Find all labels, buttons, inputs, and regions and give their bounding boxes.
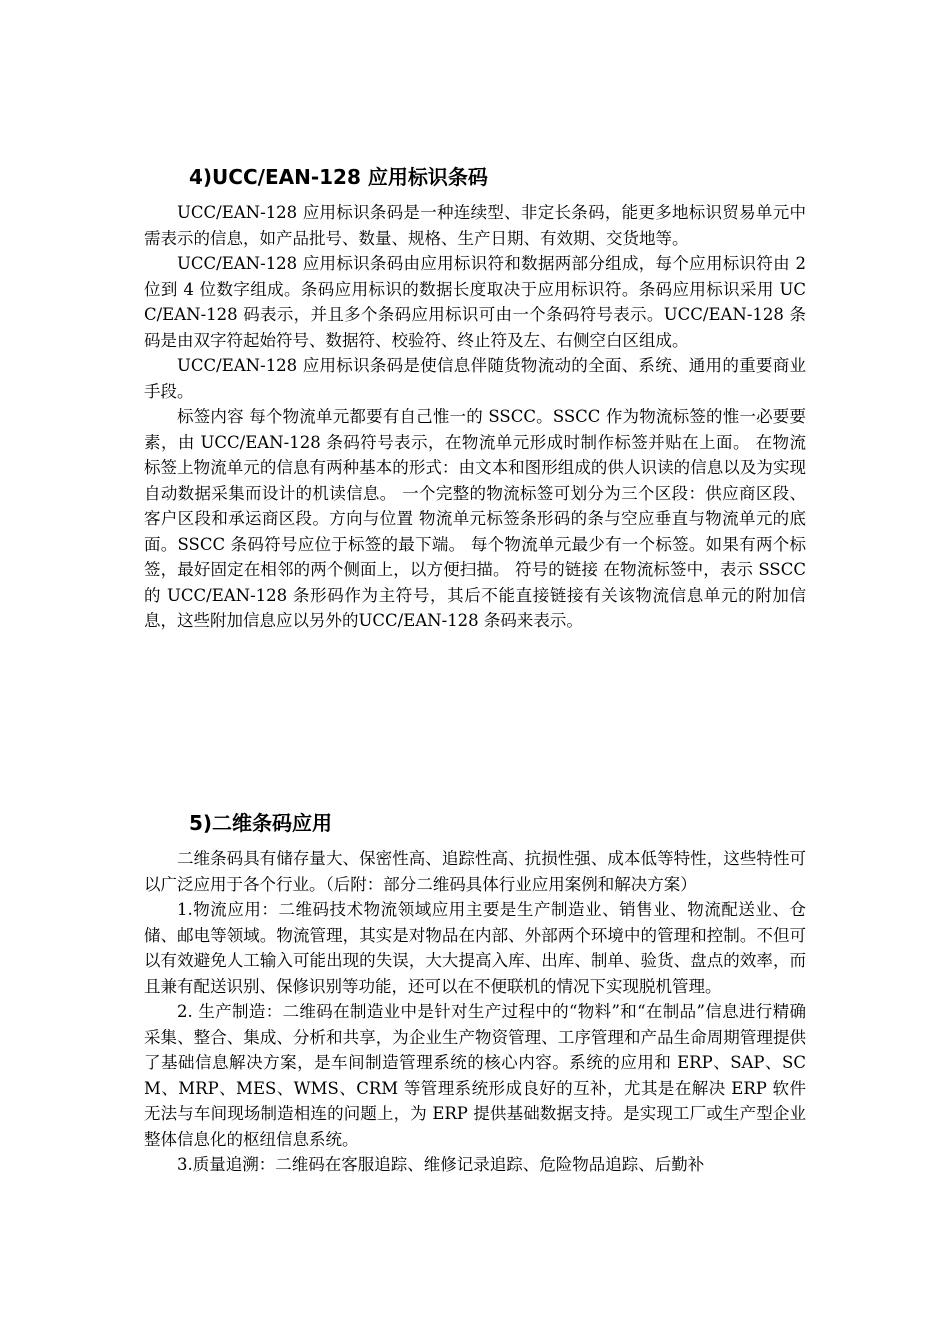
paragraph: 3.质量追溯：二维码在客服追踪、维修记录追踪、危险物品追踪、后勤补: [177, 1155, 705, 1174]
paragraph: UCC/EAN-128 应用标识条码是使信息伴随货物流动的全面、系统、通用的重要商业手段。: [144, 356, 806, 401]
paragraph: UCC/EAN-128 应用标识条码由应用标识符和数据两部分组成，每个应用标识符由 2 位到 4 位数字组成。条码应用标识的数据长度取决于应用标识符。条码应用标识采用 UCC/EAN-128 码表示，并且多个条码应用标识可由一个条码符号表示。UCC/EAN-128 条码是由双字符起始符号、数据符、校验符、终止符及左、右侧空白区组成。: [144, 254, 806, 350]
paragraph: 1.物流应用：二维码技术物流领域应用主要是生产制造业、销售业、物流配送业、仓储、邮电等领域。物流管理，其实是对物品在内部、外部两个环境中的管理和控制。不但可以有效避免人工输入可能出现的失误，大大提高入库、出库、制单、验货、盘点的效率，而且兼有配送识别、保修识别等功能，还可以在不便联机的情况下实现脱机管理。: [144, 900, 806, 996]
paragraph: 二维条码具有储存量大、保密性高、追踪性高、抗损性强、成本低等特性，这些特性可以广泛应用于各个行业。（后附：部分二维码具体行业应用案例和解决方案）: [144, 849, 806, 894]
section-ucc-ean-128: [144, 160, 806, 634]
section-heading: 4)UCC/EAN-128 应用标识条码: [189, 165, 488, 189]
paragraph: UCC/EAN-128 应用标识条码是一种连续型、非定长条码，能更多地标识贸易单元中需表示的信息，如产品批号、数量、规格、生产日期、有效期、交货地等。: [144, 203, 806, 248]
section-2d-barcode: [144, 806, 806, 1178]
paragraph: 2. 生产制造：二维码在制造业中是针对生产过程中的“物料”和“在制品”信息进行精确采集、整合、集成、分析和共享，为企业生产物资管理、工序管理和产品生命周期管理提供了基础信息解决方案，是车间制造管理系统的核心内容。系统的应用和 ERP、SAP、SCM、MRP、MES、WMS、CRM 等管理系统形成良好的互补，尤其是在解决 ERP 软件无法与车间现场制造相连的问题上，为 ERP 提供基础数据支持。是实现工厂或生产型企业整体信息化的枢纽信息系统。: [144, 1002, 806, 1149]
paragraph: 标签内容 每个物流单元都要有自己惟一的 SSCC。SSCC 作为物流标签的惟一必要要素，由 UCC/EAN-128 条码符号表示，在物流单元形成时制作标签并贴在上面。 在物流标签上物流单元的信息有两种基本的形式：由文本和图形组成的供人识读的信息以及为实现自动数据采集而设计的机读信息。 一个完整的物流标签可划分为三个区段：供应商区段、客户区段和承运商区段。方向与位置 物流单元标签条形码的条与空应垂直与物流单元的底面。SSCC 条码符号应位于标签的最下端。 每个物流单元最少有一个标签。如果有两个标签，最好固定在相邻的两个侧面上，以方便扫描。 符号的链接 在物流标签中，表示 SSCC 的 UCC/EAN-128 条形码作为主符号，其后不能直接链接有关该物流信息单元的附加信息，这些附加信息应以另外的UCC/EAN-128 条码来表示。: [144, 407, 806, 630]
section-heading: 5)二维条码应用: [189, 811, 333, 835]
